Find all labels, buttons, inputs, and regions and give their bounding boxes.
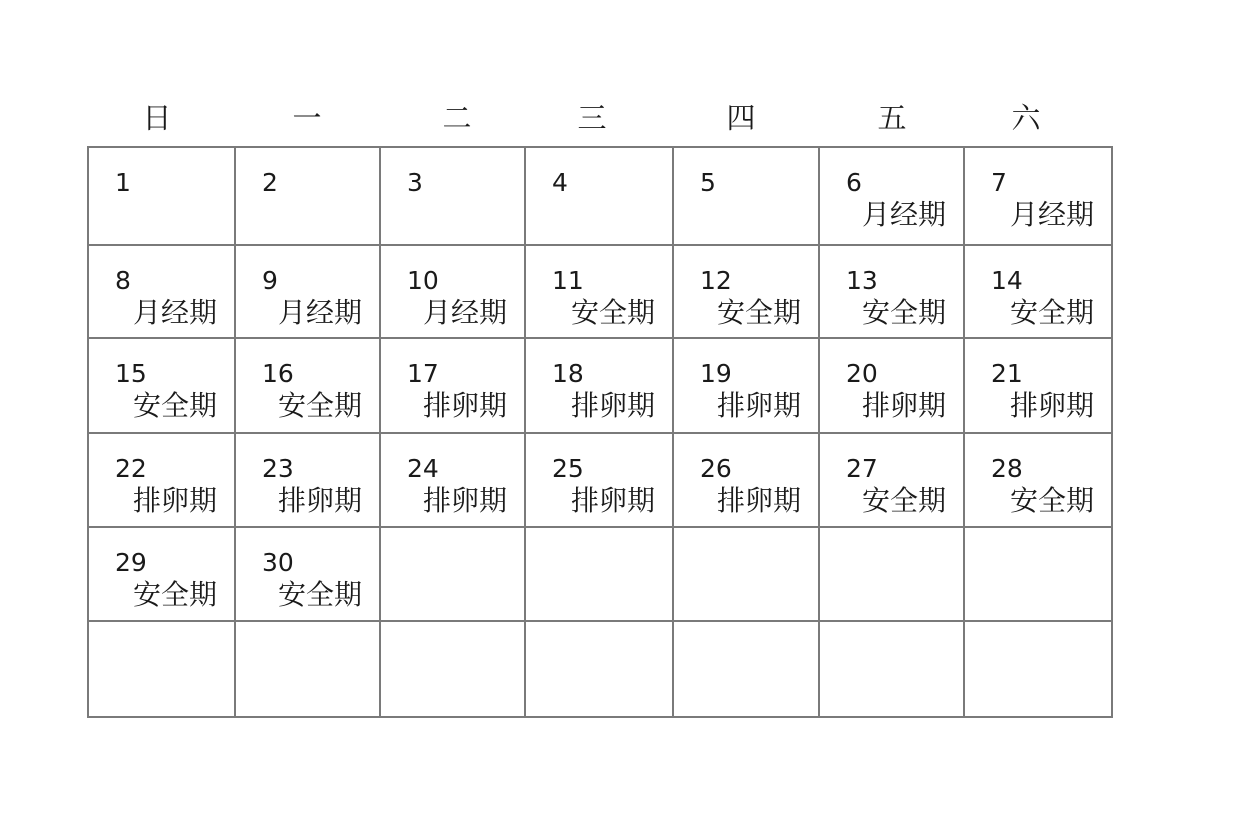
weekday-label-thursday: 四	[726, 101, 756, 135]
day-number: 23	[262, 454, 294, 483]
weekday-label-wednesday: 三	[577, 101, 607, 135]
day-status: 安全期	[132, 389, 217, 422]
day-cell[interactable]	[964, 621, 1112, 717]
day-number: 10	[407, 266, 439, 295]
day-cell[interactable]	[235, 433, 380, 527]
day-number: 6	[846, 168, 862, 197]
day-cell[interactable]	[88, 527, 235, 621]
day-cell[interactable]	[235, 338, 380, 433]
day-cell[interactable]	[819, 338, 964, 433]
day-status: 月经期	[422, 296, 507, 329]
day-status: 排卵期	[422, 484, 507, 517]
day-status: 排卵期	[716, 389, 801, 422]
day-cell[interactable]	[964, 338, 1112, 433]
day-cell[interactable]	[964, 433, 1112, 527]
day-cell[interactable]	[525, 245, 673, 338]
day-number: 2	[262, 168, 278, 197]
calendar-week-row	[88, 245, 1112, 338]
day-cell[interactable]	[673, 245, 819, 338]
calendar-grid	[87, 146, 1113, 718]
calendar-week-row	[88, 338, 1112, 433]
day-number: 4	[552, 168, 568, 197]
day-cell[interactable]	[819, 147, 964, 245]
day-status: 安全期	[1009, 484, 1094, 517]
calendar-week-row	[88, 433, 1112, 527]
day-cell[interactable]	[88, 245, 235, 338]
day-number: 7	[991, 168, 1007, 197]
day-cell[interactable]	[88, 621, 235, 717]
day-number: 29	[115, 548, 147, 577]
day-number: 26	[700, 454, 732, 483]
calendar-week-row	[88, 527, 1112, 621]
day-number: 8	[115, 266, 131, 295]
day-cell[interactable]	[88, 338, 235, 433]
day-number: 9	[262, 266, 278, 295]
day-status: 安全期	[277, 389, 362, 422]
day-number: 13	[846, 266, 878, 295]
day-number: 14	[991, 266, 1023, 295]
day-status: 安全期	[277, 578, 362, 611]
day-number: 17	[407, 359, 439, 388]
day-cell[interactable]	[380, 433, 525, 527]
calendar-week-row	[88, 147, 1112, 245]
day-number: 28	[991, 454, 1023, 483]
day-cell[interactable]	[673, 147, 819, 245]
day-cell[interactable]	[819, 621, 964, 717]
day-cell[interactable]	[235, 621, 380, 717]
day-cell[interactable]	[964, 245, 1112, 338]
day-cell[interactable]	[380, 147, 525, 245]
day-number: 16	[262, 359, 294, 388]
day-number: 21	[991, 359, 1023, 388]
day-cell[interactable]	[525, 147, 673, 245]
day-number: 19	[700, 359, 732, 388]
day-cell[interactable]	[88, 147, 235, 245]
day-status: 月经期	[861, 198, 946, 231]
weekday-label-sunday: 日	[142, 101, 172, 135]
day-cell[interactable]	[819, 527, 964, 621]
day-cell[interactable]	[964, 527, 1112, 621]
weekday-label-tuesday: 二	[442, 101, 472, 135]
day-status: 排卵期	[716, 484, 801, 517]
day-number: 22	[115, 454, 147, 483]
day-status: 安全期	[861, 484, 946, 517]
day-cell[interactable]	[380, 527, 525, 621]
day-status: 排卵期	[570, 484, 655, 517]
day-number: 5	[700, 168, 716, 197]
day-status: 月经期	[1009, 198, 1094, 231]
day-number: 25	[552, 454, 584, 483]
day-cell[interactable]	[819, 245, 964, 338]
day-cell[interactable]	[673, 338, 819, 433]
day-cell[interactable]	[235, 527, 380, 621]
day-cell[interactable]	[525, 433, 673, 527]
day-cell[interactable]	[380, 245, 525, 338]
day-status: 排卵期	[132, 484, 217, 517]
day-cell[interactable]	[380, 338, 525, 433]
day-status: 月经期	[132, 296, 217, 329]
day-status: 安全期	[1009, 296, 1094, 329]
day-number: 30	[262, 548, 294, 577]
day-status: 排卵期	[570, 389, 655, 422]
day-cell[interactable]	[819, 433, 964, 527]
weekday-label-saturday: 六	[1011, 101, 1041, 135]
day-cell[interactable]	[525, 621, 673, 717]
day-cell[interactable]	[673, 621, 819, 717]
day-number: 11	[552, 266, 584, 295]
day-status: 排卵期	[861, 389, 946, 422]
weekday-label-friday: 五	[877, 101, 907, 135]
day-cell[interactable]	[964, 147, 1112, 245]
day-number: 3	[407, 168, 423, 197]
weekday-header	[0, 96, 1242, 140]
day-cell[interactable]	[673, 433, 819, 527]
day-status: 安全期	[716, 296, 801, 329]
day-status: 排卵期	[422, 389, 507, 422]
day-cell[interactable]	[525, 527, 673, 621]
day-cell[interactable]	[235, 245, 380, 338]
day-number: 24	[407, 454, 439, 483]
day-number: 27	[846, 454, 878, 483]
day-number: 20	[846, 359, 878, 388]
day-status: 排卵期	[277, 484, 362, 517]
day-status: 排卵期	[1009, 389, 1094, 422]
day-cell[interactable]	[88, 433, 235, 527]
day-number: 1	[115, 168, 131, 197]
day-cell[interactable]	[380, 621, 525, 717]
day-cell[interactable]	[673, 527, 819, 621]
day-number: 18	[552, 359, 584, 388]
day-cell[interactable]	[235, 147, 380, 245]
day-status: 安全期	[570, 296, 655, 329]
day-status: 安全期	[861, 296, 946, 329]
day-cell[interactable]	[525, 338, 673, 433]
day-status: 安全期	[132, 578, 217, 611]
day-status: 月经期	[277, 296, 362, 329]
weekday-label-monday: 一	[292, 101, 322, 135]
calendar-week-row	[88, 621, 1112, 717]
day-number: 12	[700, 266, 732, 295]
day-number: 15	[115, 359, 147, 388]
